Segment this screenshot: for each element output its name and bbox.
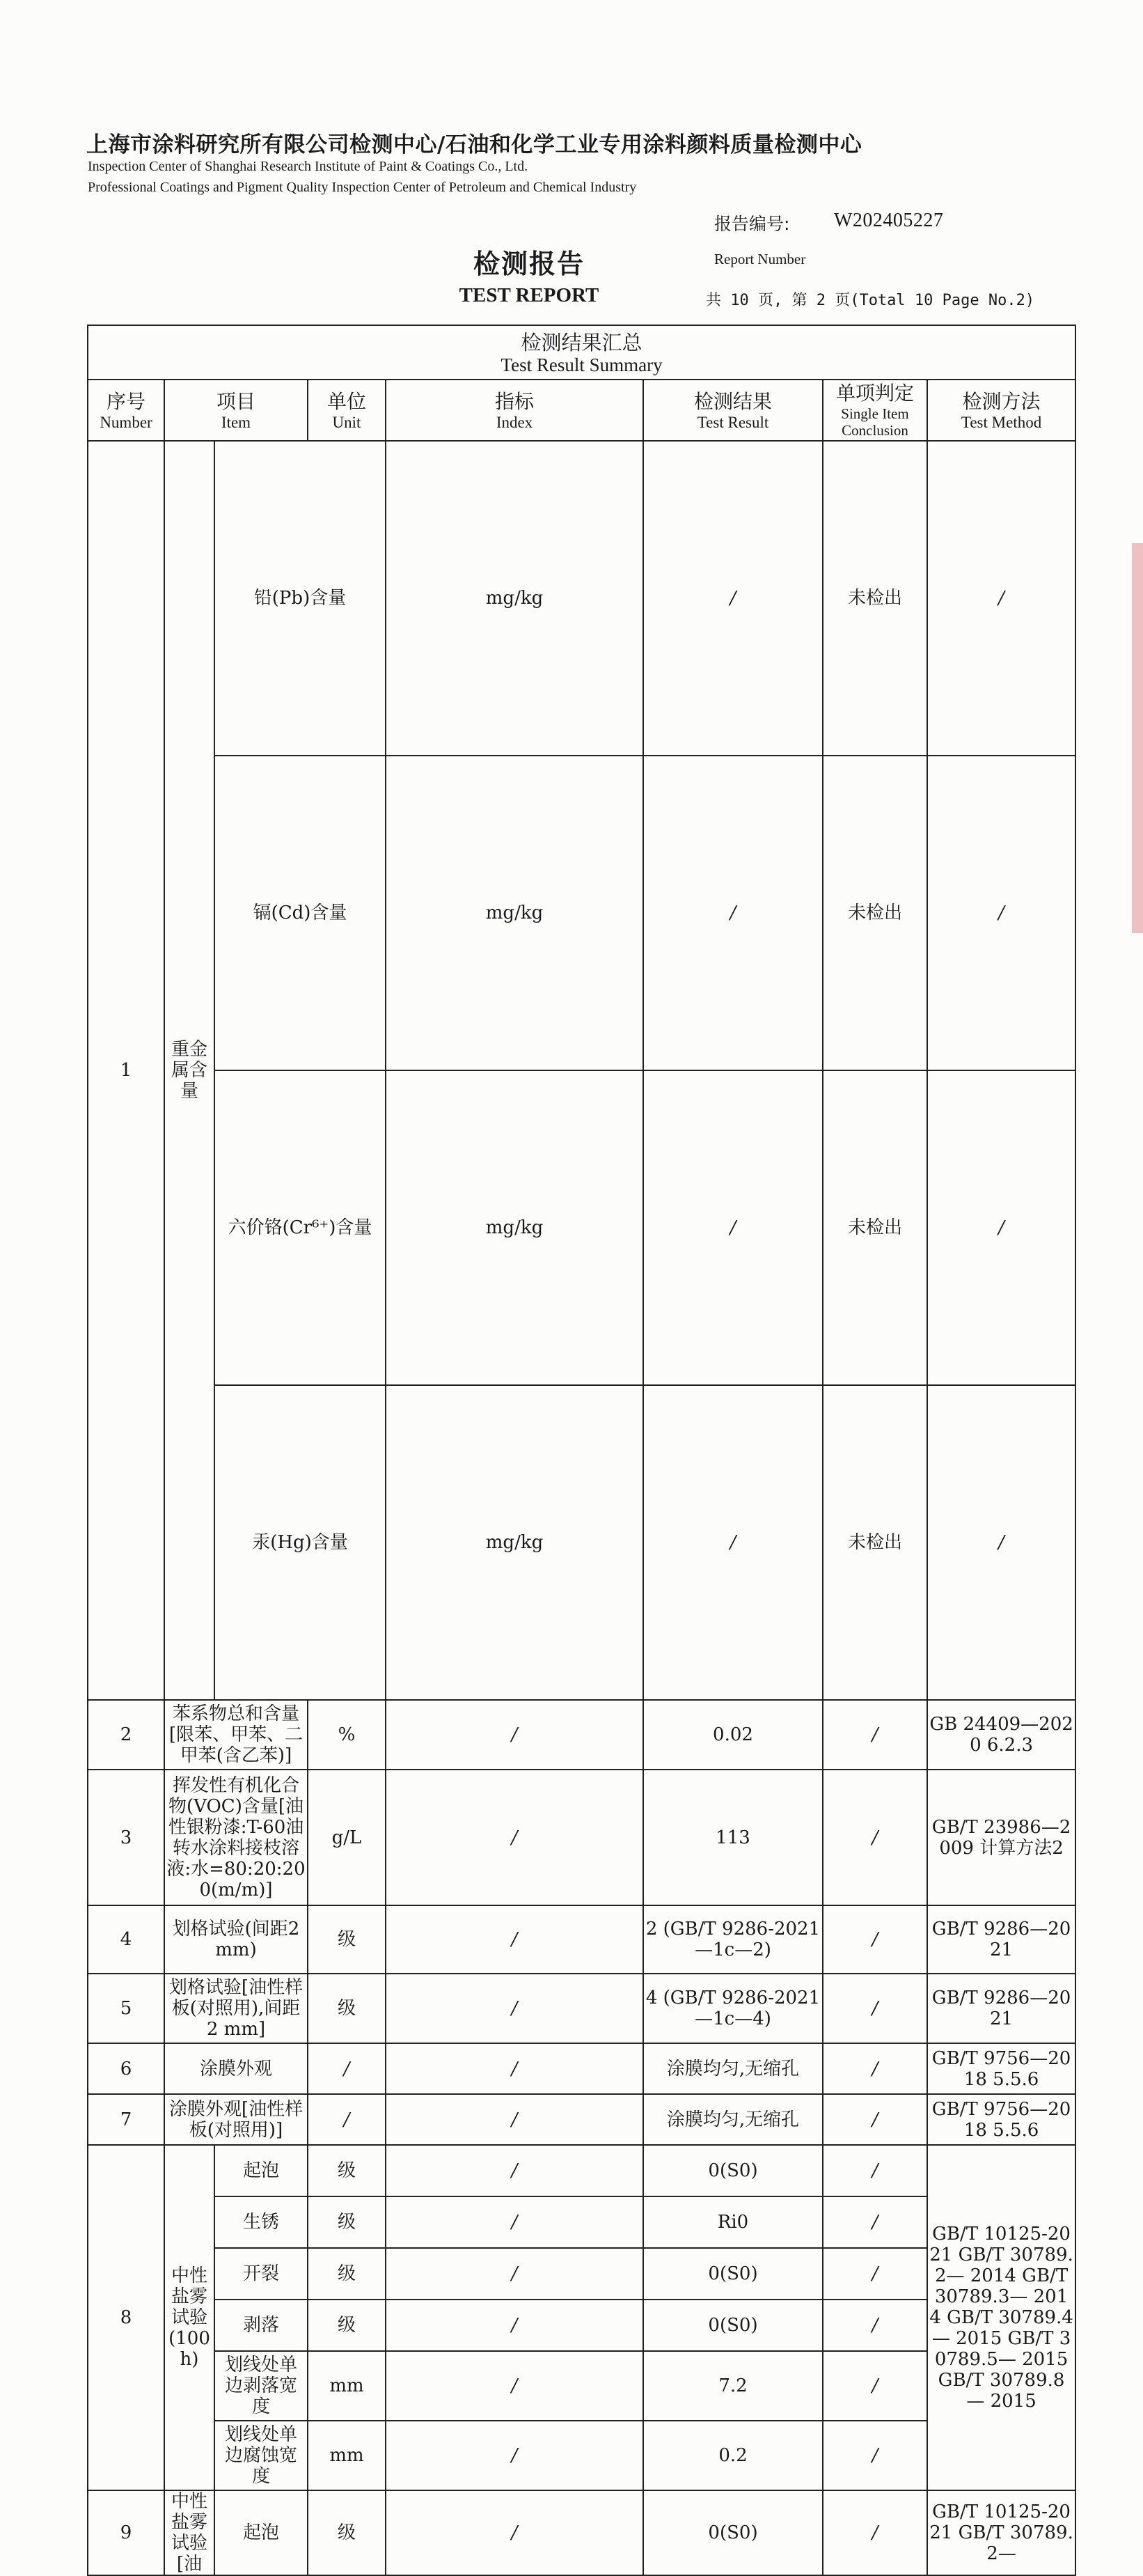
row-unit: / [308, 2043, 386, 2094]
row-conclusion: / [823, 2094, 927, 2145]
col-method-cn: 检测方法 [962, 389, 1041, 413]
row-method: GB 24409—2020 6.2.3 [927, 1700, 1075, 1770]
row-group: 中性盐雾试验[油 [164, 2490, 214, 2575]
table-row [88, 1070, 1075, 1385]
row-conclusion: / [927, 441, 1075, 756]
col-result-en: Test Result [697, 413, 769, 431]
row-index: / [386, 1905, 643, 1974]
table-row [88, 1905, 1075, 1974]
row-unit: mm [308, 2351, 386, 2421]
row-item: 六价铬(Cr⁶⁺)含量 [214, 1070, 386, 1385]
col-item-cn: 项目 [216, 389, 255, 413]
row-result: 未检出 [823, 1070, 927, 1385]
table-row [88, 1974, 1075, 2043]
report-number-label-en: Report Number [714, 251, 806, 267]
col-index-en: Index [496, 413, 533, 431]
table-row [88, 756, 1075, 1070]
row-unit: g/L [308, 1770, 386, 1905]
row-result: 涂膜均匀,无缩孔 [643, 2094, 823, 2145]
row-result: 0(S0) [643, 2145, 823, 2196]
summary-title-row [88, 325, 1075, 380]
row-item: 涂膜外观 [164, 2043, 308, 2094]
row-result: 0(S0) [643, 2490, 823, 2575]
row-method: GB/T 9286—2021 [927, 1974, 1075, 2043]
row-method: GB/T 10125-2021 GB/T 30789.2— [927, 2490, 1075, 2575]
row-result: 113 [643, 1770, 823, 1905]
row-method: GB/T 9286—2021 [927, 1905, 1075, 1974]
page-info: 共 10 页, 第 2 页(Total 10 Page No.2) [706, 292, 1035, 309]
row-item: 划格试验(间距2 mm) [164, 1905, 308, 1974]
row-index: / [643, 756, 823, 1070]
row-unit: 级 [308, 1905, 386, 1974]
row-number: 5 [88, 1974, 164, 2043]
row-index: / [386, 2196, 643, 2248]
row-item: 剥落 [214, 2300, 308, 2351]
row-index: / [643, 441, 823, 756]
row-unit: mg/kg [386, 441, 643, 756]
row-index: / [386, 2248, 643, 2300]
row-item: 起泡 [214, 2145, 308, 2196]
row-item: 汞(Hg)含量 [214, 1385, 386, 1700]
row-index: / [386, 2043, 643, 2094]
row-group: 重金属含量 [164, 441, 214, 1700]
row-unit: 级 [308, 2300, 386, 2351]
row-conclusion: / [927, 1070, 1075, 1385]
row-method: GB/T 23986—2009 计算方法2 [927, 1770, 1075, 1905]
row-unit: mm [308, 2421, 386, 2490]
col-index [386, 380, 643, 441]
row-number: 4 [88, 1905, 164, 1974]
row-number: 9 [88, 2490, 164, 2575]
row-number: 1 [88, 441, 164, 1700]
seal-stamp-edge [1132, 543, 1143, 933]
row-index: / [386, 1770, 643, 1905]
row-result: 2 (GB/T 9286-2021 —1c—2) [643, 1905, 823, 1974]
col-conclusion-cn: 单项判定 [835, 382, 914, 405]
row-result: 7.2 [643, 2351, 823, 2421]
row-item: 涂膜外观[油性样板(对照用)] [164, 2094, 308, 2145]
col-number-cn: 序号 [106, 389, 145, 413]
table-row [88, 441, 1075, 756]
row-conclusion: / [823, 2196, 927, 2248]
row-conclusion: / [823, 2145, 927, 2196]
col-index-cn: 指标 [494, 389, 534, 413]
row-conclusion: / [823, 1974, 927, 2043]
row-number: 7 [88, 2094, 164, 2145]
row-unit: 级 [308, 2145, 386, 2196]
row-conclusion: / [823, 2248, 927, 2300]
col-unit-cn: 单位 [326, 389, 366, 413]
header-row [88, 380, 1075, 441]
col-item [164, 380, 308, 441]
row-number: 2 [88, 1700, 164, 1770]
row-conclusion: / [823, 2300, 927, 2351]
row-item: 起泡 [214, 2490, 308, 2575]
row-conclusion: / [823, 1770, 927, 1905]
row-index: / [386, 2094, 643, 2145]
col-item-en: Item [221, 413, 251, 431]
row-result: 未检出 [823, 441, 927, 756]
col-conclusion-en: Single Item Conclusion [841, 405, 909, 439]
table-row [88, 1770, 1075, 1905]
row-index: / [643, 1070, 823, 1385]
col-unit [308, 380, 386, 441]
row-result: Ri0 [643, 2196, 823, 2248]
row-index: / [386, 1700, 643, 1770]
table-row [88, 2043, 1075, 2094]
table-row [88, 2094, 1075, 2145]
row-number: 3 [88, 1770, 164, 1905]
org-name-en-2: Professional Coatings and Pigment Quality Inspection Center of Petroleum and Chemical Industry [88, 180, 637, 195]
report-title-en: TEST REPORT [459, 284, 599, 306]
row-item: 苯系物总和含量[限苯、甲苯、二甲苯(含乙苯)] [164, 1700, 308, 1770]
row-conclusion: / [823, 2351, 927, 2421]
row-result: 涂膜均匀,无缩孔 [643, 2043, 823, 2094]
row-conclusion: / [927, 756, 1075, 1070]
row-result: 未检出 [823, 1385, 927, 1700]
row-number: 8 [88, 2145, 164, 2490]
row-unit: % [308, 1700, 386, 1770]
row-unit: 级 [308, 2248, 386, 2300]
row-item: 划线处单边腐蚀宽度 [214, 2421, 308, 2490]
org-name-cn: 上海市涂料研究所有限公司检测中心/石油和化学工业专用涂料颜料质量检测中心 [86, 132, 862, 157]
report-title-cn: 检测报告 [473, 249, 585, 279]
report-number: W202405227 [834, 210, 944, 231]
row-unit: 级 [308, 2196, 386, 2248]
table-row [88, 1385, 1075, 1700]
summary-title [88, 325, 1075, 380]
row-method: GB/T 9756—2018 5.5.6 [927, 2043, 1075, 2094]
table-row [88, 2490, 1075, 2575]
row-unit: mg/kg [386, 1070, 643, 1385]
row-unit: mg/kg [386, 1385, 643, 1700]
row-item: 划线处单边剥落宽度 [214, 2351, 308, 2421]
row-item: 镉(Cd)含量 [214, 756, 386, 1070]
row-unit: 级 [308, 1974, 386, 2043]
row-conclusion: / [823, 1905, 927, 1974]
org-name-en-1: Inspection Center of Shanghai Research Institute of Paint & Coatings Co., Ltd. [88, 159, 528, 174]
row-conclusion: / [823, 2043, 927, 2094]
summary-title-en: Test Result Summary [500, 354, 663, 375]
table-row [88, 2145, 1075, 2196]
row-conclusion: / [823, 2490, 927, 2575]
table-row [88, 1700, 1075, 1770]
col-result-cn: 检测结果 [693, 389, 772, 413]
row-number: 6 [88, 2043, 164, 2094]
row-item: 划格试验[油性样板(对照用),间距2 mm] [164, 1974, 308, 2043]
row-item: 生锈 [214, 2196, 308, 2248]
row-unit: mg/kg [386, 756, 643, 1070]
row-method: GB/T 9756—2018 5.5.6 [927, 2094, 1075, 2145]
row-result: 0.02 [643, 1700, 823, 1770]
report-number-label: 报告编号: [714, 214, 790, 234]
row-result: 0(S0) [643, 2248, 823, 2300]
row-result: 4 (GB/T 9286-2021 —1c—4) [643, 1974, 823, 2043]
row-index: / [386, 1974, 643, 2043]
row-conclusion: / [823, 2421, 927, 2490]
row-index: / [386, 2300, 643, 2351]
row-item: 铅(Pb)含量 [214, 441, 386, 756]
summary-title-cn: 检测结果汇总 [521, 331, 643, 354]
row-index: / [386, 2145, 643, 2196]
row-index: / [386, 2421, 643, 2490]
row-unit: / [308, 2094, 386, 2145]
row-unit: 级 [308, 2490, 386, 2575]
row-conclusion: / [823, 1700, 927, 1770]
col-number-en: Number [100, 413, 152, 431]
row-index: / [386, 2490, 643, 2575]
row-item: 挥发性有机化合物(VOC)含量[油性银粉漆:T-60油转水涂料接枝溶液:水=80:20:200(m/m)] [164, 1770, 308, 1905]
col-method-en: Test Method [961, 413, 1042, 431]
row-group: 中性盐雾试验(100 h) [164, 2145, 214, 2490]
row-result: 0.2 [643, 2421, 823, 2490]
row-result: 0(S0) [643, 2300, 823, 2351]
row-index: / [643, 1385, 823, 1700]
col-number [88, 380, 164, 441]
row-index: / [386, 2351, 643, 2421]
row-result: 未检出 [823, 756, 927, 1070]
col-conclusion [823, 380, 927, 441]
row-item: 开裂 [214, 2248, 308, 2300]
result-summary-table [87, 325, 1076, 2576]
col-result [643, 380, 823, 441]
row-method: GB/T 10125-2021 GB/T 30789.2— 2014 GB/T 30789.3— 2014 GB/T 30789.4— 2015 GB/T 30789.5— 2015 GB/T 30789.8— 2015 [927, 2145, 1075, 2490]
col-unit-en: Unit [332, 413, 361, 431]
row-conclusion: / [927, 1385, 1075, 1700]
col-method [927, 380, 1075, 441]
